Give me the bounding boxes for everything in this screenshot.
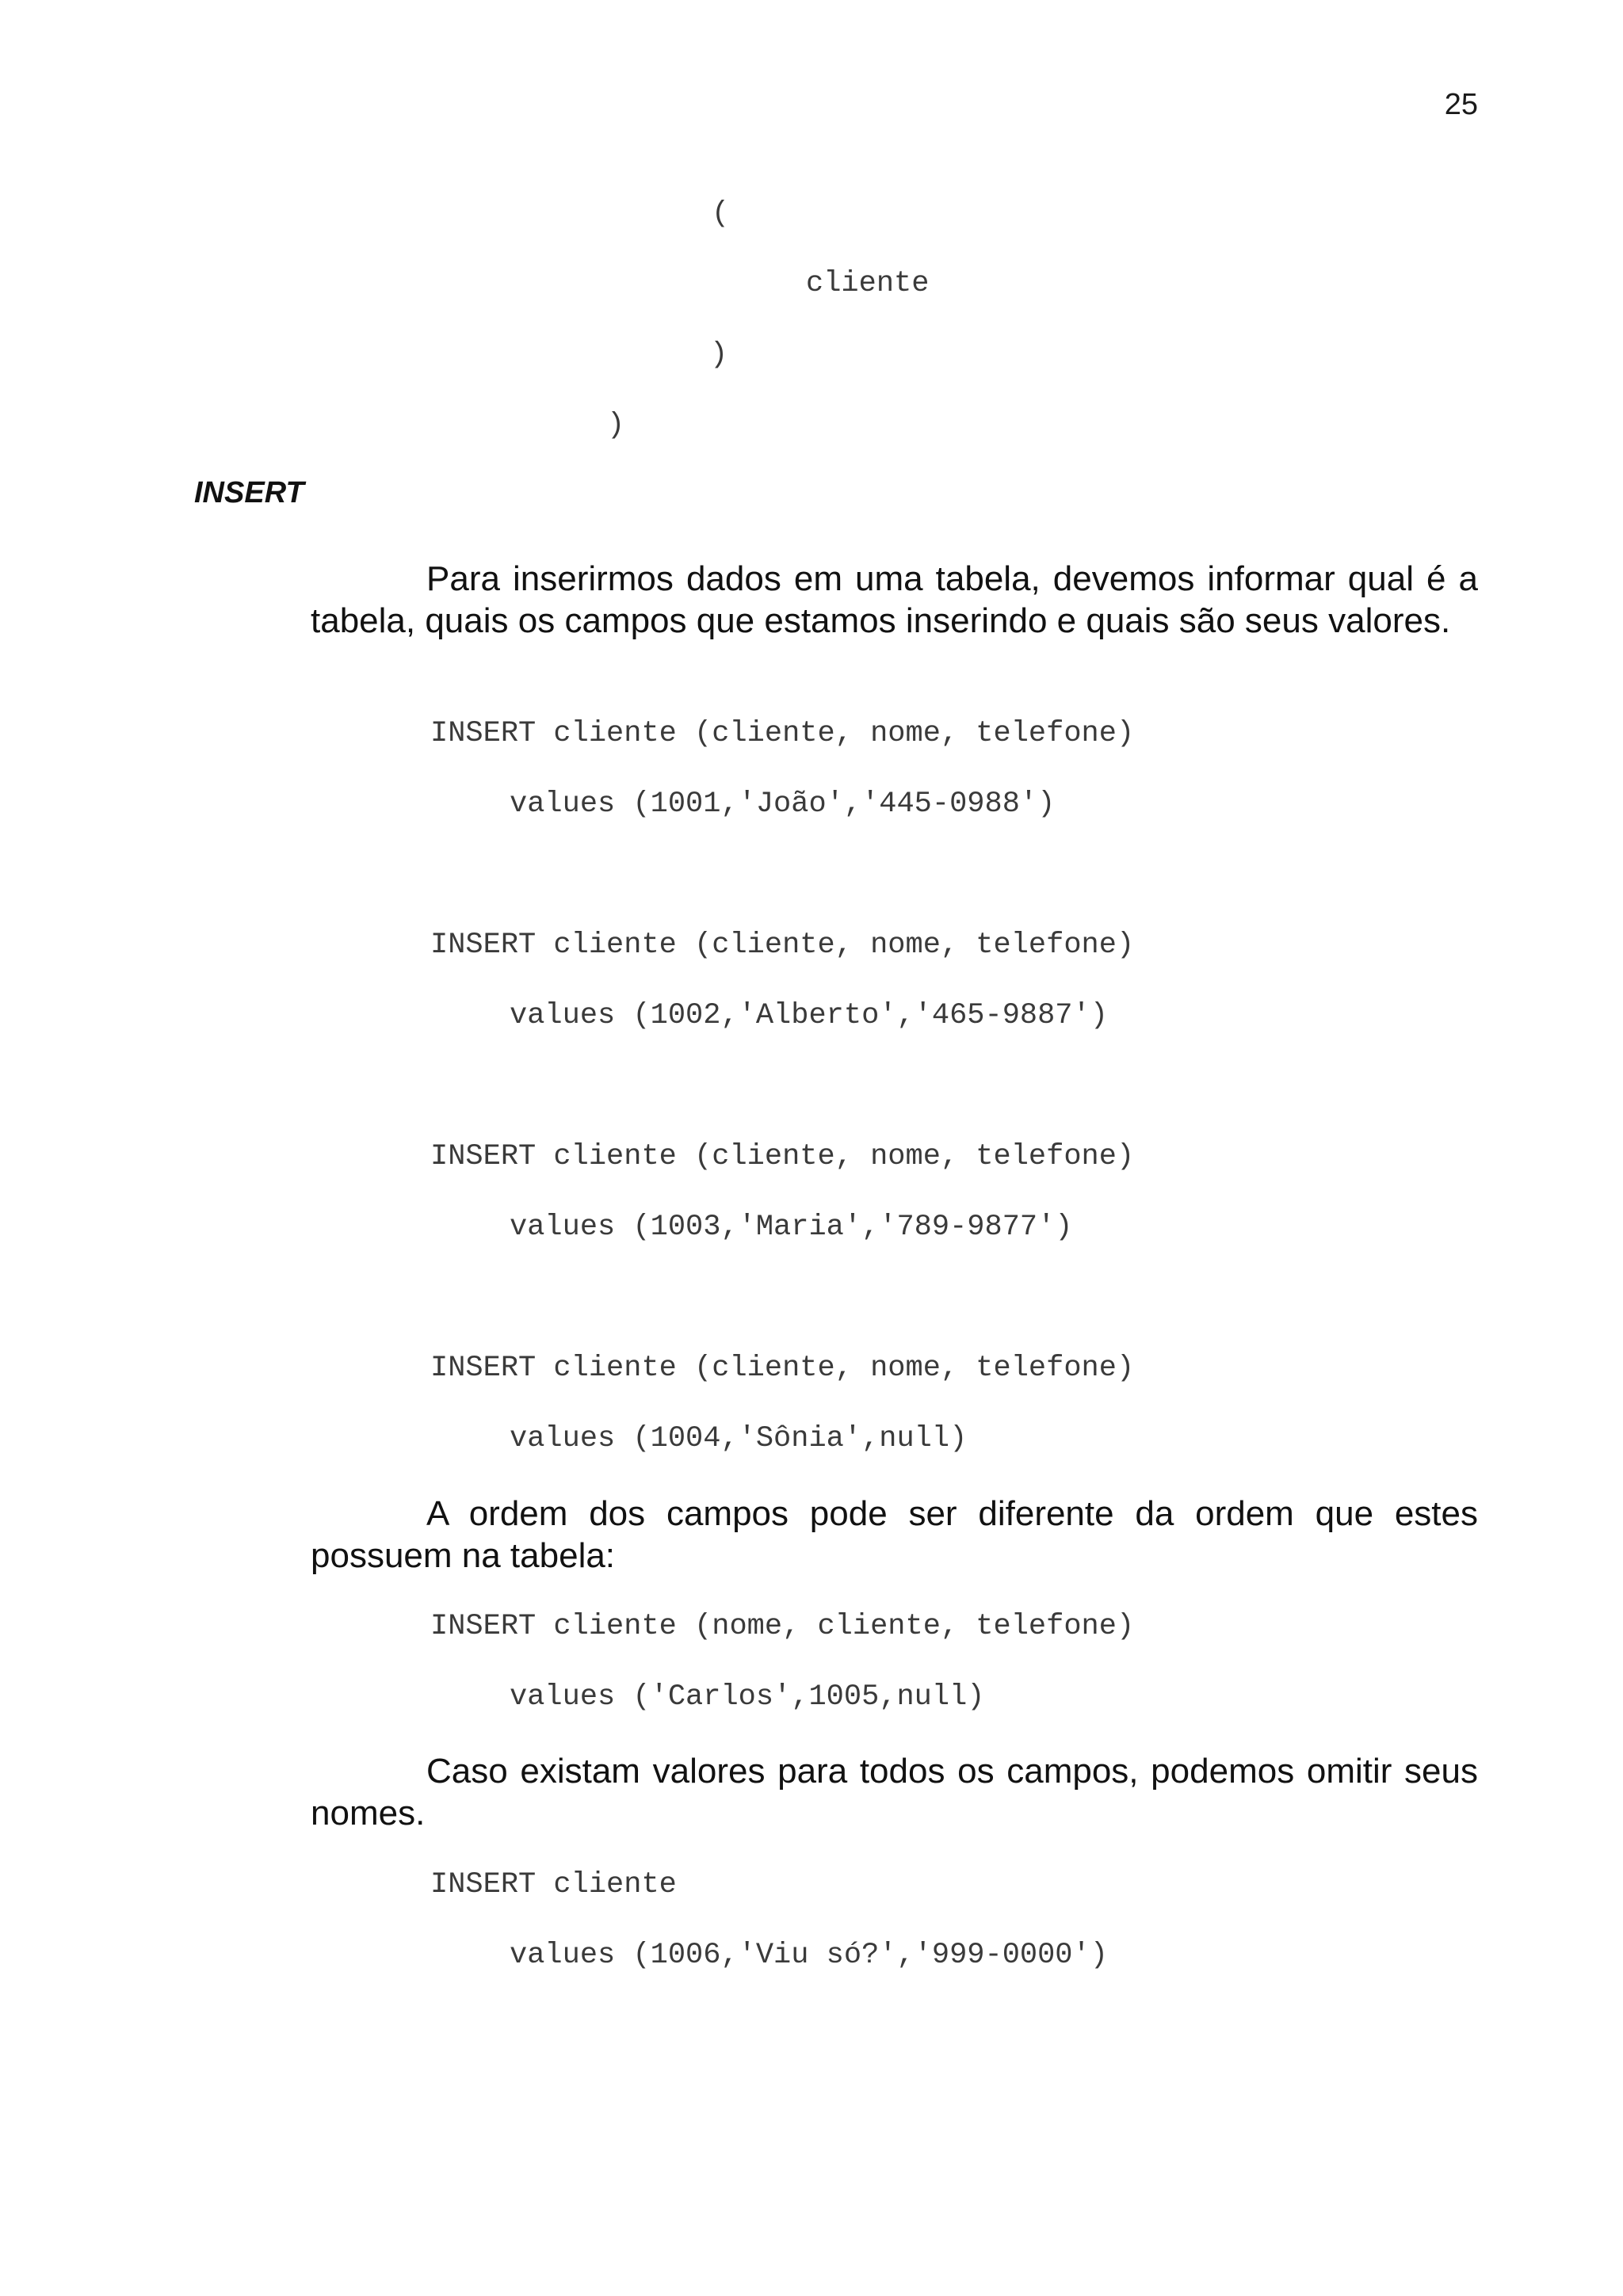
code-insert-line: INSERT cliente (nome, cliente, telefone) <box>430 1610 1135 1643</box>
code-insert-line: INSERT cliente (cliente, nome, telefone) <box>430 929 1135 962</box>
code-field-cliente: cliente <box>806 267 930 300</box>
paragraph-omit-names: Caso existam valores para todos os campos, podemos omitir seus nomes. <box>311 1752 1478 1833</box>
code-insert-line: INSERT cliente <box>430 1868 677 1901</box>
paragraph-intro: Para inserirmos dados em uma tabela, devemos informar qual é a tabela, quais os campos que estamos inserindo e quais são seus valores. <box>311 559 1478 640</box>
code-values-line: values (1001,'João','445-0988') <box>510 788 1056 821</box>
code-values-line: values ('Carlos',1005,null) <box>510 1680 985 1714</box>
code-close-paren-inner: ) <box>710 338 728 372</box>
code-insert-line: INSERT cliente (cliente, nome, telefone) <box>430 1352 1135 1385</box>
code-values-line: values (1006,'Viu só?','999-0000') <box>510 1939 1108 1972</box>
code-insert-line: INSERT cliente (cliente, nome, telefone) <box>430 717 1135 750</box>
code-insert-line: INSERT cliente (cliente, nome, telefone) <box>430 1140 1135 1173</box>
section-heading-insert: INSERT <box>194 476 304 509</box>
code-open-paren: ( <box>712 197 730 231</box>
paragraph-field-order: A ordem dos campos pode ser diferente da ordem que estes possuem na tabela: <box>311 1494 1478 1575</box>
code-close-paren-outer: ) <box>607 409 625 442</box>
code-values-line: values (1003,'Maria','789-9877') <box>510 1211 1073 1244</box>
page-number: 25 <box>1444 88 1478 121</box>
code-values-line: values (1004,'Sônia',null) <box>510 1422 968 1455</box>
code-values-line: values (1002,'Alberto','465-9887') <box>510 999 1108 1032</box>
